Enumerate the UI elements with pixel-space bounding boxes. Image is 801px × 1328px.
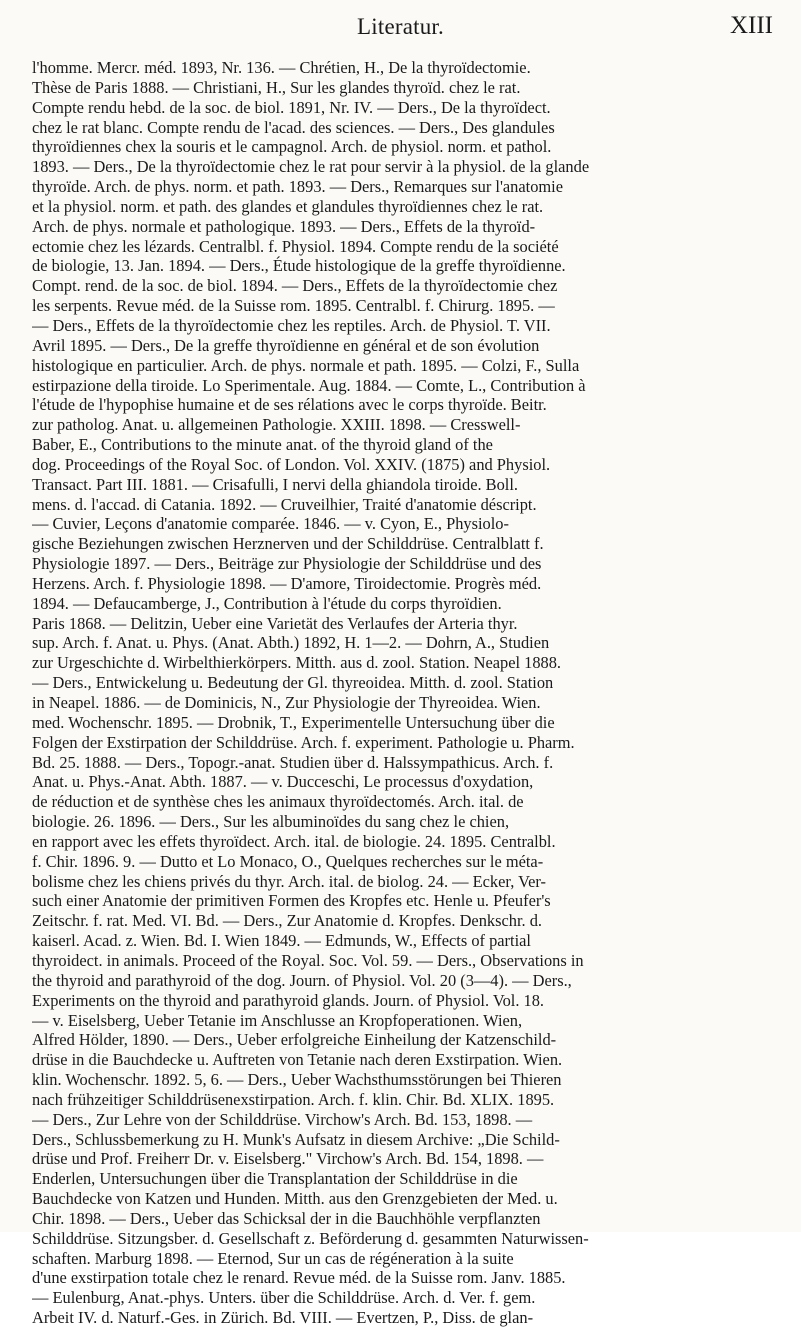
text-line: — v. Eiselsberg, Ueber Tetanie im Anschlusse an Kropfoperationen. Wien, bbox=[32, 1010, 523, 1030]
text-line: — Eulenburg, Anat.-phys. Unters. über die Schilddrüse. Arch. d. Ver. f. gem. bbox=[32, 1288, 536, 1308]
text-line: l'homme. Mercr. méd. 1893, Nr. 136. — Chrétien, H., De la thyroïdectomie. bbox=[32, 58, 531, 77]
text-line: klin. Wochenschr. 1892. 5, 6. — Ders., Ueber Wachsthumsstörungen bei Thieren bbox=[32, 1070, 562, 1090]
text-line: de biologie, 13. Jan. 1894. — Ders., Étude histologique de la greffe thyroïdienne. bbox=[32, 256, 566, 276]
text-line: thyroidect. in animals. Proceed of the Royal. Soc. Vol. 59. — Ders., Observations in bbox=[32, 950, 584, 970]
text-line: f. Chir. 1896. 9. — Dutto et Lo Monaco, O., Quelques recherches sur le méta- bbox=[32, 851, 544, 871]
text-line: 1894. — Defaucamberge, J., Contribution à l'étude du corps thyroïdien. bbox=[32, 593, 502, 613]
text-line: — Cuvier, Leçons d'anatomie comparée. 1846. — v. Cyon, E., Physiolo- bbox=[32, 514, 509, 534]
text-line: — Ders., Zur Lehre von der Schilddrüse. Virchow's Arch. Bd. 153, 1898. — bbox=[32, 1109, 533, 1129]
text-line: zur Urgeschichte d. Wirbelthierkörpers. Mitth. aus d. zool. Station. Neapel 1888. bbox=[32, 653, 562, 673]
text-line: 1893. — Ders., De la thyroïdectomie chez le rat pour servir à la physiol. de la glande bbox=[32, 157, 590, 177]
text-line: Arch. de phys. normale et pathologique. 1893. — Ders., Effets de la thyroïd- bbox=[32, 216, 536, 236]
text-line: nach frühzeitiger Schilddrüsenexstirpation. Arch. f. klin. Chir. Bd. XLIX. 1895. bbox=[32, 1089, 555, 1109]
text-line: ectomie chez les lézards. Centralbl. f. Physiol. 1894. Compte rendu de la société bbox=[32, 236, 559, 256]
text-line: Zeitschr. f. rat. Med. VI. Bd. — Ders., Zur Anatomie d. Kropfes. Denkschr. d. bbox=[32, 911, 542, 931]
text-line: Arbeit IV. d. Naturf.-Ges. in Zürich. Bd. VIII. — Evertzen, P., Diss. de glan- bbox=[32, 1308, 534, 1328]
text-line: mens. d. l'accad. di Catania. 1892. — Cruveilhier, Traité d'anatomie déscript. bbox=[32, 494, 537, 514]
text-line: Transact. Part III. 1881. — Crisafulli, I nervi della ghiandola tiroide. Boll. bbox=[32, 474, 519, 494]
text-line: les serpents. Revue méd. de la Suisse rom. 1895. Centralbl. f. Chirurg. 1895. — bbox=[32, 296, 555, 316]
text-line: bolisme chez les chiens privés du thyr. Arch. ital. de biolog. 24. — Ecker, Ver- bbox=[32, 871, 546, 891]
text-line: in Neapel. 1886. — de Dominicis, N., Zur Physiologie der Thyreoidea. Wien. bbox=[32, 693, 541, 712]
text-line: sup. Arch. f. Anat. u. Phys. (Anat. Abth.) 1892, H. 1—2. — Dohrn, A., Studien bbox=[32, 633, 550, 653]
text-line: such einer Anatomie der primitiven Formen des Kropfes etc. Henle u. Pfeufer's bbox=[32, 891, 551, 911]
text-line: Enderlen, Untersuchungen über die Transplantation der Schilddrüse in die bbox=[32, 1169, 518, 1189]
text-line: Physiologie 1897. — Ders., Beiträge zur Physiologie der Schilddrüse und des bbox=[32, 554, 542, 574]
text-line: Paris 1868. — Delitzin, Ueber eine Varietät des Verlaufes der Arteria thyr. bbox=[32, 613, 518, 633]
text-line: Alfred Hölder, 1890. — Ders., Ueber erfolgreiche Einheilung der Katzenschild- bbox=[32, 1030, 557, 1050]
text-line: Folgen der Exstirpation der Schilddrüse. Arch. f. experiment. Pathologie u. Pharm. bbox=[32, 732, 575, 752]
text-line: Bd. 25. 1888. — Ders., Topogr.-anat. Studien über d. Halssympathicus. Arch. f. bbox=[32, 752, 554, 772]
text-line: gische Beziehungen zwischen Herznerven und der Schilddrüse. Centralblatt f. bbox=[32, 534, 544, 554]
text-line: Baber, E., Contributions to the minute anat. of the thyroid gland of the bbox=[32, 435, 493, 455]
text-line: en rapport avec les effets thyroïdect. Arch. ital. de biologie. 24. 1895. Centralbl. bbox=[32, 831, 556, 851]
text-line: Herzens. Arch. f. Physiologie 1898. — D'amore, Tiroidectomie. Progrès méd. bbox=[32, 573, 542, 593]
text-line: med. Wochenschr. 1895. — Drobnik, T., Experimentelle Untersuchung über die bbox=[32, 712, 555, 732]
text-line: Anat. u. Phys.-Anat. Abth. 1887. — v. Ducceschi, Le processus d'oxydation, bbox=[32, 772, 534, 792]
text-line: schaften. Marburg 1898. — Eternod, Sur un cas de régéneration à la suite bbox=[32, 1248, 514, 1268]
text-line: l'étude de l'hypophise humaine et de ses rélations avec le corps thyroïde. Beitr. bbox=[32, 395, 547, 415]
text-line: dog. Proceedings of the Royal Soc. of London. Vol. XXIV. (1875) and Physiol. bbox=[32, 454, 551, 474]
text-line: kaiserl. Acad. z. Wien. Bd. I. Wien 1849. — Edmunds, W., Effects of partial bbox=[32, 931, 531, 951]
text-line: Ders., Schlussbemerkung zu H. Munk's Aufsatz in diesem Archive: „Die Schild- bbox=[32, 1129, 560, 1149]
text-line: — Ders., Effets de la thyroïdectomie chez les reptiles. Arch. de Physiol. T. VII. bbox=[32, 315, 551, 335]
text-line: et la physiol. norm. et path. des glandes et glandules thyroïdiennes chez le rat. bbox=[32, 196, 544, 216]
text-line: drüse und Prof. Freiherr Dr. v. Eiselsberg." Virchow's Arch. Bd. 154, 1898. — bbox=[32, 1149, 544, 1169]
text-line: Schilddrüse. Sitzungsber. d. Gesellschaft z. Beförderung d. gesammten Naturwissen- bbox=[32, 1228, 589, 1248]
text-line: Experiments on the thyroid and parathyroid glands. Journ. of Physiol. Vol. 18. bbox=[32, 990, 545, 1010]
text-line: Chir. 1898. — Ders., Ueber das Schicksal der in die Bauchhöhle verpflanzten bbox=[32, 1208, 541, 1228]
running-head bbox=[0, 6, 801, 38]
running-title: Literatur. bbox=[357, 14, 444, 39]
text-line: Thèse de Paris 1888. — Christiani, H., Sur les glandes thyroïd. chez le rat. bbox=[32, 77, 521, 97]
text-line: Compte rendu hebd. de la soc. de biol. 1891, Nr. IV. — Ders., De la thyroïdect. bbox=[32, 97, 551, 117]
text-line: zur patholog. Anat. u. allgemeinen Pathologie. XXIII. 1898. — Cresswell- bbox=[32, 415, 521, 435]
text-line: thyroïdiennes chex la souris et le campagnol. Arch. de physiol. norm. et pathol. bbox=[32, 137, 552, 157]
text-line: histologique en particulier. Arch. de phys. normale et path. 1895. — Colzi, F., Sulla bbox=[32, 355, 580, 375]
text-line: biologie. 26. 1896. — Ders., Sur les albuminoïdes du sang chez le chien, bbox=[32, 812, 510, 832]
text-line: Bauchdecke von Katzen und Hunden. Mitth. aus den Grenzgebieten der Med. u. bbox=[32, 1189, 558, 1209]
text-line: drüse in die Bauchdecke u. Auftreten von Tetanie nach deren Exstirpation. Wien. bbox=[32, 1050, 563, 1070]
text-line: estirpazione della tiroide. Lo Sperimentale. Aug. 1884. — Comte, L., Contribution à bbox=[32, 375, 586, 395]
text-line: de réduction et de synthèse ches les animaux thyroïdectomés. Arch. ital. de bbox=[32, 792, 524, 812]
text-line: chez le rat blanc. Compte rendu de l'acad. des sciences. — Ders., Des glandules bbox=[32, 117, 555, 137]
text-line: — Ders., Entwickelung u. Bedeutung der Gl. thyreoidea. Mitth. d. zool. Station bbox=[32, 673, 554, 693]
bibliography-text bbox=[32, 58, 784, 1328]
text-line: the thyroid and parathyroid of the dog. Journ. of Physiol. Vol. 20 (3—4). — Ders., bbox=[32, 970, 572, 990]
text-line: Compt. rend. de la soc. de biol. 1894. — Ders., Effets de la thyroïdectomie chez bbox=[32, 276, 558, 296]
text-line: Avril 1895. — Ders., De la greffe thyroïdienne en général et de son évolution bbox=[32, 335, 540, 355]
text-line: thyroïde. Arch. de phys. norm. et path. 1893. — Ders., Remarques sur l'anatomie bbox=[32, 177, 563, 197]
text-line: d'une exstirpation totale chez le renard. Revue méd. de la Suisse rom. Janv. 1885. bbox=[32, 1268, 566, 1288]
page-number: XIII bbox=[729, 12, 773, 39]
